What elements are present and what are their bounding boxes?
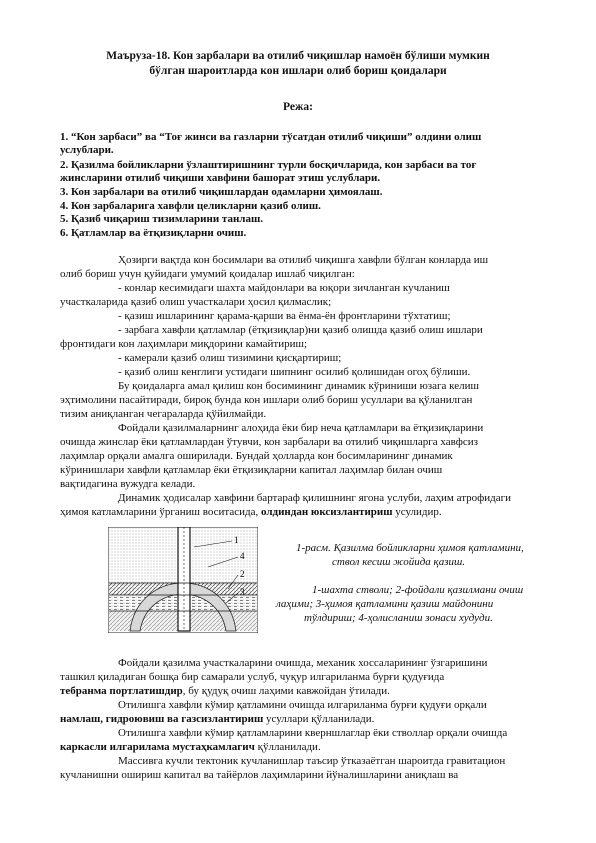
paragraph-line: Ҳозирги вақтда кон босимлари ва отилиб чиқишга хавфли бўлган конларда иш (118, 254, 489, 266)
paragraph-line (60, 740, 321, 754)
paragraph-line: кўринишлари хавфли қатламлар ёки ётқизиқларни капитал лаҳимлар билан очиш (60, 464, 443, 476)
paragraph-line: фронтидаги кон лаҳимлари миқдорини камайтириш; (60, 338, 308, 350)
paragraph-line: Массивга кучли тектоник кучланишлар таъсир ўтказаётган шароитда гравитацион (118, 755, 506, 767)
text-run: усулидир. (392, 506, 442, 518)
shaft-cross-section-figure (108, 527, 258, 633)
figure-caption-legend: 1-шахта стволи; 2-фойдали қазилмани очиш (312, 584, 524, 596)
plan-heading: Режа: (283, 101, 313, 113)
paragraph-line: лаҳимлар орқали амалга оширилади. Бундай ҳолларда кон босимларининг динамик (60, 450, 453, 462)
paragraph-line: эҳтимолини пасайтиради, бироқ бунда кон ишлари олиб бориш усуллари ва қўланилган (60, 394, 473, 406)
text-run: , бу қудуқ очиш лаҳими кавжойдан ўтилади. (182, 685, 390, 697)
paragraph-line (60, 505, 442, 519)
paragraph-line: участкаларида қазиб олиш участкалари ҳосил қилмаслик; (60, 296, 332, 308)
paragraph-line: очишда жинслар ёки қатламлардан ўтувчи, кон зарбалари ва отилиб чиқишларга хавфсиз (60, 436, 478, 448)
paragraph-line: - қазиш ишларининг қарама-қарши ва ёнма-ён фронтларини тўхтатиш; (118, 310, 451, 322)
paragraph-line: олиб бориш учун қуйидаги умумий қоидалар ишлаб чиқилган: (60, 268, 355, 280)
plan-item: 6. Қатламлар ва ётқизиқларни очиш. (60, 227, 247, 239)
paragraph-line (60, 684, 390, 698)
plan-item: 4. Кон зарбаларига хавфли целикларни қазиб олиш. (60, 200, 321, 212)
lecture-title-line1: Маъруза-18. Кон зарбалари ва отилиб чиқишлар намоён бўлиши мумкин (106, 50, 490, 62)
paragraph-line: - конлар кесимидаги шахта майдонлари ва юқори зичланган кучланиш (118, 282, 450, 294)
plan-item: жинсларини отилиб чиқиши хавфини башорат этиш услублари. (60, 172, 381, 184)
paragraph-line: Отилишга хавфли кўмир қатламларини кверншлаглар ёки стволлар орқали очишда (118, 727, 508, 739)
paragraph-line: - қазиб олиш кенглиги устидаги шипнинг осилиб қолишидан огоҳ бўлиши. (118, 366, 471, 378)
emphasis-text: олдиндан юксизлантириш (261, 506, 393, 518)
text-run: қўлланилади. (254, 741, 321, 753)
figure-caption-legend: тўлдириш; 4-ҳолисланиш зонаси худуди. (304, 612, 493, 624)
paragraph-line: Фойдали қазилмаларнинг алоҳида ёки бир неча қатламлари ва ётқизиқларини (118, 422, 484, 434)
figure-caption-legend: лаҳими; 3-ҳимоя қатламини қазиш майдонини (276, 598, 494, 610)
paragraph-line: тизим аниқланган чегараларда қўйилмайди. (60, 408, 267, 420)
plan-item: 3. Кон зарбалари ва отилиб чиқишлардан одамларни ҳимоялаш. (60, 186, 383, 198)
text-run: ҳимоя катламларини ўрганиш воситасида, (60, 506, 261, 518)
plan-item: 2. Қазилма бойликларни ўзлаштиришнинг турли босқичларида, кон зарбаси ва тоғ (60, 159, 477, 171)
paragraph-line: Фойдали қазилма участкаларини очишда, механик хоссаларининг ўзгаришини (118, 657, 488, 669)
lecture-title-line2: бўлган шароитларда кон ишлари олиб бориш қоидалари (149, 65, 447, 77)
paragraph-line: Динамик ҳодисалар хавфини бартараф қилишнинг ягона услуби, лаҳим атрофидаги (118, 492, 512, 504)
plan-item: 1. “Кон зарбаси” ва “Тоғ жинси ва газларни тўсатдан отилиб чиқиши” олдини олиш (60, 131, 482, 143)
plan-item: услублари. (60, 144, 114, 156)
figure-caption-title: 1-расм. Қазилма бойликларни ҳимоя қатламини, (296, 542, 524, 554)
paragraph-line: - зарбага хавфли қатламлар (ётқизиқлар)ни қазиб олишда қазиб олиш ишлари (118, 324, 483, 336)
paragraph-line: кучланишни ошириш капитал ва тайёрлов лаҳимларини йўналишларини аниқлаш ва (60, 769, 459, 781)
figure-label: 3 (240, 587, 245, 597)
emphasis-text: каркасли илгарилама мустаҳкамлагич (60, 741, 255, 753)
paragraph-line (60, 712, 374, 726)
emphasis-text: тебранма портлатишдир (60, 685, 183, 697)
paragraph-line: Отилишга хавфли кўмир қатламини очишда илгариланма бурғи қудуғи орқали (118, 699, 487, 711)
paragraph-line: ташкил қиладиган бошқа бир самарали услуб, чуқур илгариланма бурғи қудуғида (60, 671, 445, 683)
figure-label: 4 (240, 551, 245, 561)
figure-label: 2 (240, 569, 245, 579)
plan-item: 5. Қазиб чиқариш тизимларини танлаш. (60, 213, 263, 225)
paragraph-line: Бу қоидаларга амал қилиш кон босимининг динамик кўриниши юзага келиш (118, 380, 479, 392)
text-run: усуллари қўлланилади. (263, 713, 375, 725)
emphasis-text: намлаш, гидроювиш ва газсизлантириш (60, 713, 264, 725)
paragraph-line: вақтидагина вужудга келади. (60, 478, 196, 490)
figure-caption-title: ствол кесиш жойида қазиш. (332, 556, 466, 568)
figure-label: 1 (234, 535, 239, 545)
paragraph-line: - камерали қазиб олиш тизимини қисқартириш; (118, 352, 342, 364)
